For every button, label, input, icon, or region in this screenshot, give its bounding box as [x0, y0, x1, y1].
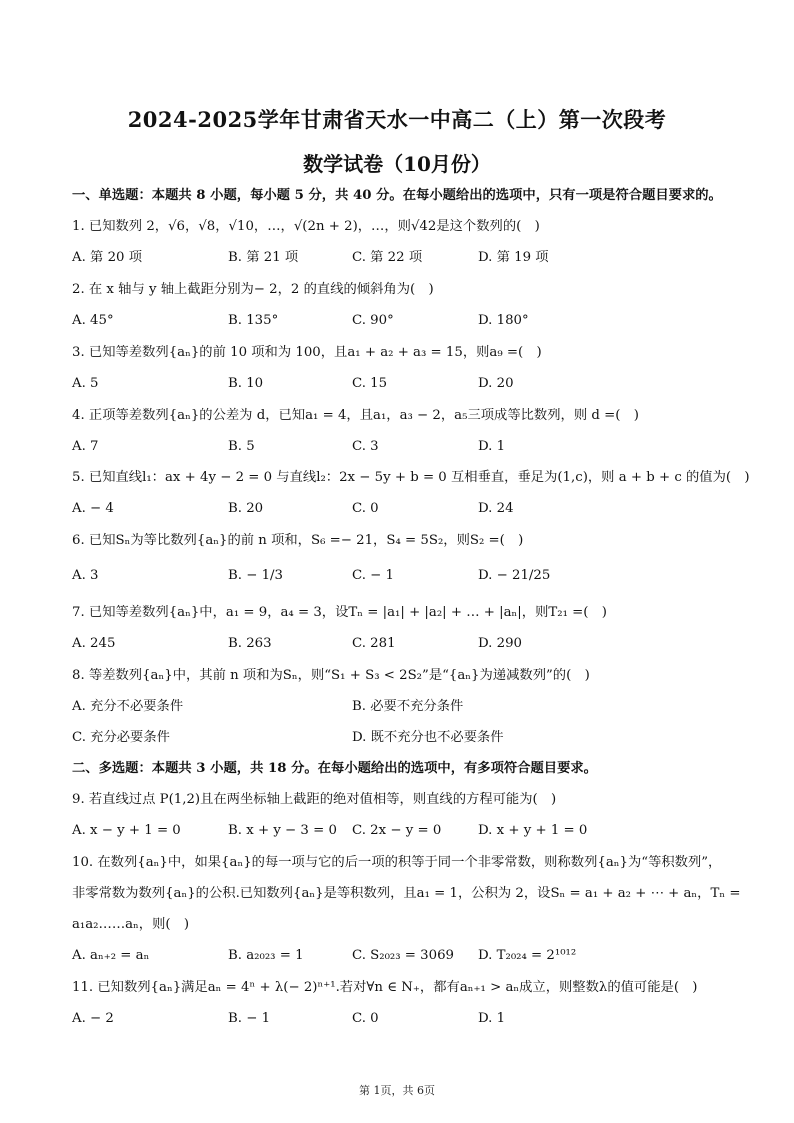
option-c: C. 3 [352, 439, 379, 454]
question-7-stem: 7. 已知等差数列{aₙ}中，a₁ = 9，a₄ = 3，设Tₙ = |a₁| + |a₂| + … + |aₙ|，则T₂₁ =( ) [72, 605, 607, 620]
option-a: A. 3 [72, 568, 99, 583]
option-a: A. 第 20 项 [72, 250, 143, 265]
question-1-options [72, 249, 752, 269]
option-a: A. aₙ₊₂ = aₙ [72, 948, 150, 963]
question-3-options [72, 375, 752, 395]
question-1-stem: 1. 已知数列 2，√6，√8，√10，…，√(2n + 2)，…，则√42是这个数列的( ) [72, 219, 540, 234]
option-c: C. 0 [352, 501, 379, 516]
option-c: C. 2x − y = 0 [352, 823, 442, 838]
question-5-stem: 5. 已知直线l₁：ax + 4y − 2 = 0 与直线l₂：2x − 5y + b = 0 互相垂直，垂足为(1,c)，则 a + b + c 的值为( ) [72, 470, 750, 485]
page-footer: 第 1页，共 6页 [359, 1084, 435, 1097]
question-2-stem: 2. 在 x 轴与 y 轴上截距分别为− 2，2 的直线的倾斜角为( ) [72, 282, 434, 297]
option-b: B. 20 [228, 501, 264, 516]
option-d: D. 既不充分也不必要条件 [352, 730, 504, 745]
option-d: D. 20 [478, 376, 514, 391]
section-heading-multi-choice: 二、多选题：本题共 3 小题，共 18 分。在每小题给出的选项中，有多项符合题目要求。 [72, 761, 597, 776]
option-c: C. 15 [352, 376, 388, 391]
option-b: B. 5 [228, 439, 255, 454]
option-b: B. 第 21 项 [228, 250, 299, 265]
page-title: 2024-2025学年甘肃省天水一中高二（上）第一次段考 [127, 107, 667, 132]
option-d: D. 24 [478, 501, 514, 516]
option-c: C. S₂₀₂₃ = 3069 [352, 948, 455, 963]
option-a: A. 7 [72, 439, 99, 454]
option-d: D. − 21/25 [478, 568, 551, 583]
question-6-options [72, 567, 752, 587]
question-8-options-row2 [72, 729, 752, 749]
option-a: A. x − y + 1 = 0 [72, 823, 181, 838]
question-9-options [72, 822, 752, 842]
question-11-stem: 11. 已知数列{aₙ}满足aₙ = 4ⁿ + λ(− 2)ⁿ⁺¹.若对∀n ∈ N₊，都有aₙ₊₁ > aₙ成立，则整数λ的值可能是( ) [72, 980, 698, 995]
option-b: B. − 1 [228, 1011, 271, 1026]
option-c: C. 281 [352, 636, 396, 651]
question-5-options [72, 500, 752, 520]
option-d: D. T₂₀₂₄ = 2¹⁰¹² [478, 948, 577, 963]
question-10-options [72, 947, 752, 967]
question-9-stem: 9. 若直线过点 P(1,2)且在两坐标轴上截距的绝对值相等，则直线的方程可能为( ) [72, 792, 557, 807]
question-6-stem: 6. 已知Sₙ为等比数列{aₙ}的前 n 项和，S₆ =− 21，S₄ = 5S₂，则S₂ =( ) [72, 533, 524, 548]
section-heading-single-choice: 一、单选题：本题共 8 小题，每小题 5 分，共 40 分。在每小题给出的选项中，只有一项是符合题目要求的。 [72, 188, 722, 203]
question-2-options [72, 312, 752, 332]
option-b: B. 10 [228, 376, 264, 391]
option-d: D. 1 [478, 439, 506, 454]
option-a: A. 充分不必要条件 [72, 699, 184, 714]
page-subtitle: 数学试卷（10月份） [303, 152, 491, 176]
question-11-options [72, 1010, 752, 1030]
option-a: A. − 2 [72, 1011, 114, 1026]
option-d: D. 第 19 项 [478, 250, 549, 265]
option-b: B. 必要不充分条件 [352, 699, 464, 714]
option-b: B. − 1/3 [228, 568, 283, 583]
option-a: A. 5 [72, 376, 99, 391]
option-d: D. 180° [478, 313, 529, 328]
option-d: D. 1 [478, 1011, 506, 1026]
option-d: D. x + y + 1 = 0 [478, 823, 588, 838]
option-c: C. 90° [352, 313, 394, 328]
question-7-options [72, 635, 752, 655]
option-b: B. 135° [228, 313, 279, 328]
question-10-stem-line3: a₁a₂……aₙ，则( ) [72, 917, 190, 932]
option-c: C. − 1 [352, 568, 394, 583]
option-b: B. x + y − 3 = 0 [228, 823, 337, 838]
question-10-stem-line2: 非零常数为数列{aₙ}的公积.已知数列{aₙ}是等积数列，且a₁ = 1，公积为 2，设Sₙ = a₁ + a₂ + ⋯ + aₙ，Tₙ = [72, 886, 741, 901]
option-b: B. a₂₀₂₃ = 1 [228, 948, 304, 963]
option-c: C. 第 22 项 [352, 250, 423, 265]
question-3-stem: 3. 已知等差数列{aₙ}的前 10 项和为 100，且a₁ + a₂ + a₃ = 15，则a₉ =( ) [72, 345, 542, 360]
option-c: C. 充分必要条件 [72, 730, 170, 745]
question-4-options [72, 438, 752, 458]
option-a: A. 245 [72, 636, 116, 651]
option-a: A. 45° [72, 313, 114, 328]
question-8-stem: 8. 等差数列{aₙ}中，其前 n 项和为Sₙ，则“S₁ + S₃ < 2S₂”是“{aₙ}为递减数列”的( ) [72, 668, 590, 683]
option-a: A. − 4 [72, 501, 114, 516]
question-10-stem-line1: 10. 在数列{aₙ}中，如果{aₙ}的每一项与它的后一项的积等于同一个非零常数，则称数列{aₙ}为“等积数列”， [72, 855, 722, 870]
question-8-options-row1 [72, 698, 752, 718]
option-d: D. 290 [478, 636, 523, 651]
option-c: C. 0 [352, 1011, 379, 1026]
option-b: B. 263 [228, 636, 272, 651]
question-4-stem: 4. 正项等差数列{aₙ}的公差为 d，已知a₁ = 4，且a₁，a₃ − 2，a₅三项成等比数列，则 d =( ) [72, 408, 639, 423]
